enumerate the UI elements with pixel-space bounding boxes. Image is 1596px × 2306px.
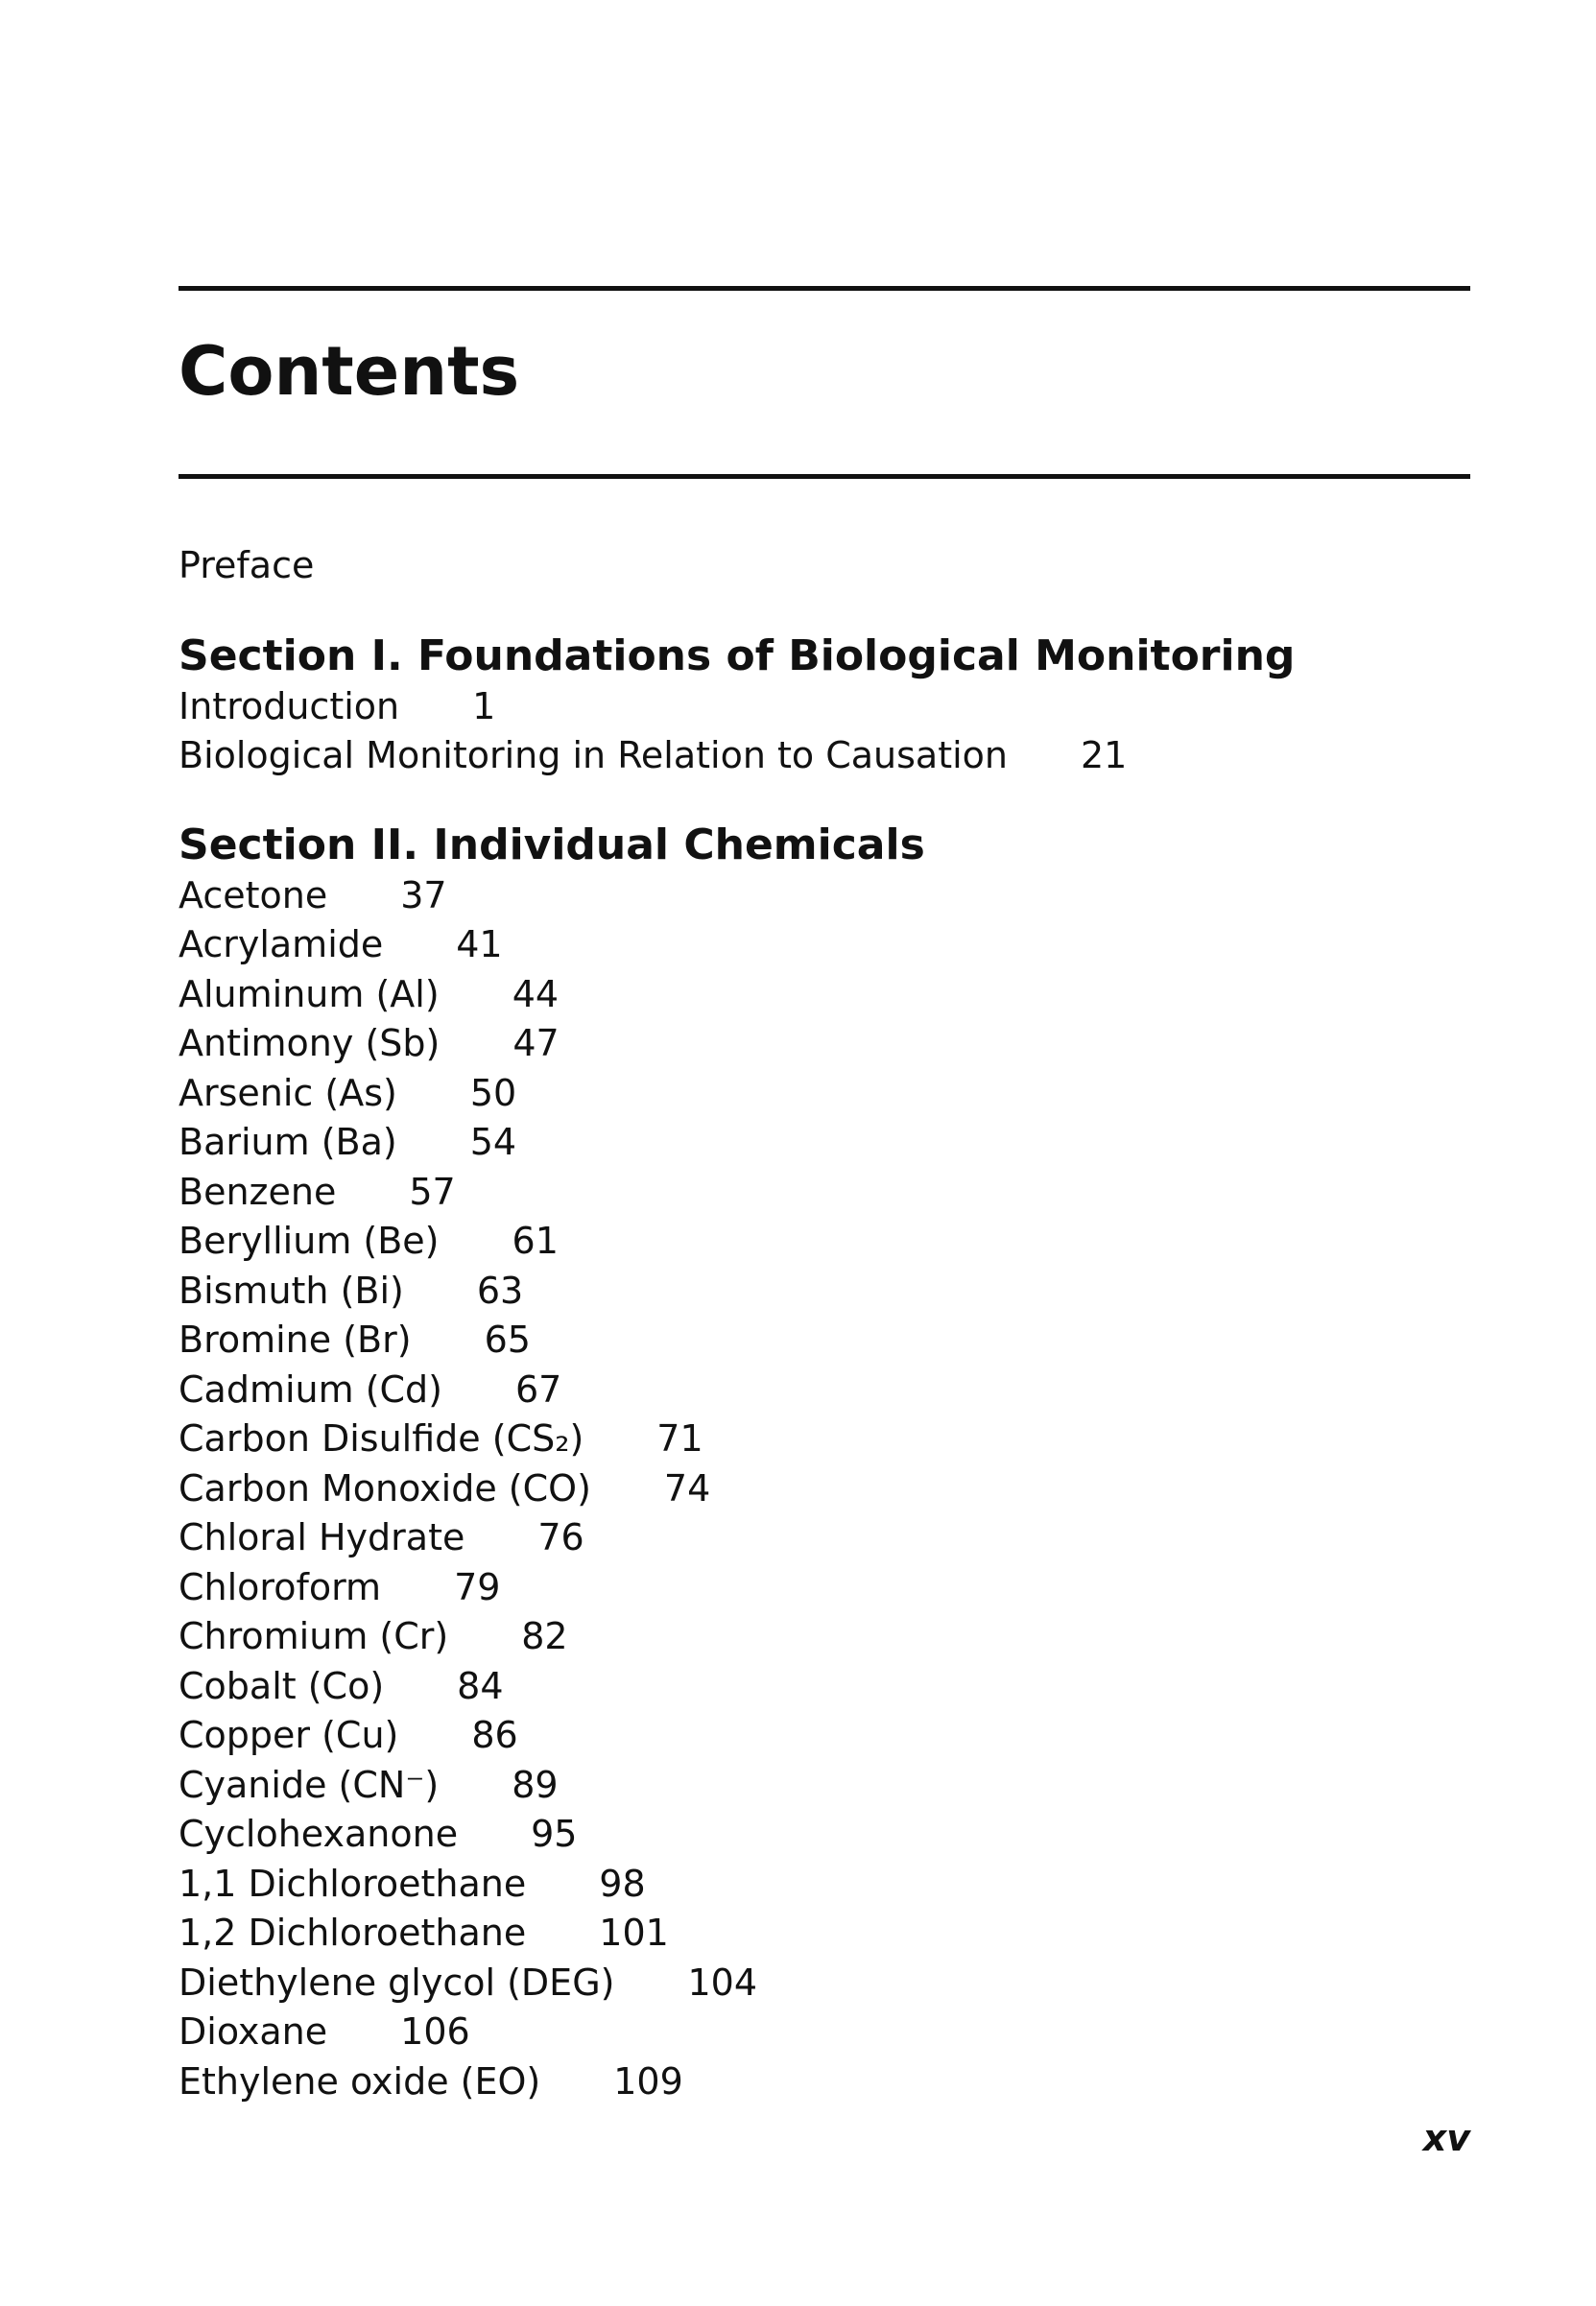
bottom-rule — [179, 474, 1470, 479]
toc-entry-label: Cadmium (Cd) — [179, 1367, 442, 1411]
page-number: xv — [1422, 2117, 1470, 2159]
toc-entry-label: Cyanide (CN⁻) — [179, 1763, 440, 1806]
toc-entry-label: Beryllium (Be) — [179, 1220, 440, 1262]
section-heading: Section II. Individual Chemicals — [179, 820, 925, 869]
toc-entry-page: 98 — [599, 1862, 646, 1905]
toc-entry[interactable] — [179, 1860, 1470, 1910]
toc-entry-page: 67 — [515, 1367, 562, 1411]
toc-entry-label: Chromium (Cr) — [179, 1615, 449, 1657]
toc-entry[interactable] — [179, 1069, 1470, 1119]
toc-entry[interactable] — [179, 1168, 1470, 1218]
toc-entry[interactable] — [179, 1909, 1470, 1959]
toc-entry-page: 79 — [454, 1565, 501, 1608]
toc-entry-label: Ethylene oxide (EO) — [179, 2059, 541, 2103]
toc-entry-page: 61 — [512, 1220, 559, 1262]
toc-entry[interactable] — [179, 1316, 1470, 1366]
toc-entry-page: 84 — [457, 1664, 504, 1707]
toc-entry[interactable] — [179, 1711, 1470, 1761]
toc-entry-label: 1,1 Dichloroethane — [179, 1862, 527, 1905]
toc-entry-label: Copper (Cu) — [179, 1714, 399, 1756]
toc-entry-label: Introduction — [179, 684, 400, 727]
toc-entry-page: 21 — [1080, 734, 1128, 776]
toc-entry-label: Cyclohexanone — [179, 1813, 459, 1855]
toc-entry[interactable] — [179, 1366, 1470, 1415]
toc-entry[interactable] — [179, 2008, 1470, 2057]
toc-entry-page: 104 — [687, 1961, 757, 2004]
toc-entry-label: Dioxane — [179, 2010, 328, 2053]
toc-entry-page: 76 — [537, 1516, 584, 1558]
toc-entry-page: 71 — [656, 1417, 703, 1460]
toc-entry-page: 89 — [512, 1763, 559, 1806]
toc-entry-preface[interactable] — [179, 541, 1470, 591]
toc-entry-page: 50 — [469, 1071, 517, 1114]
toc-entry-page: 44 — [512, 972, 560, 1015]
toc-entry[interactable] — [179, 731, 1470, 781]
toc-entry-label: Acrylamide — [179, 923, 384, 965]
toc-entry-label: Arsenic (As) — [179, 1071, 397, 1114]
toc-entry-page: 63 — [476, 1269, 524, 1312]
toc-entry-label: Acetone — [179, 873, 328, 916]
toc-entry-label: Antimony (Sb) — [179, 1022, 441, 1064]
toc-entry[interactable] — [179, 871, 1470, 921]
toc-entry[interactable] — [179, 1415, 1470, 1464]
toc-entry-label: Aluminum (Al) — [179, 972, 440, 1015]
toc-entry-label: Cobalt (Co) — [179, 1664, 385, 1707]
toc-entry[interactable] — [179, 1761, 1470, 1811]
toc-entry[interactable] — [179, 1563, 1470, 1613]
toc-entry[interactable] — [179, 1662, 1470, 1712]
toc-entry[interactable] — [179, 1118, 1470, 1168]
toc-entry-page: 106 — [400, 2010, 470, 2053]
toc-entry[interactable] — [179, 1513, 1470, 1563]
toc-entry-page: 41 — [456, 923, 503, 965]
toc-entry[interactable] — [179, 1217, 1470, 1267]
toc-entry-page: 57 — [409, 1170, 456, 1213]
toc-entry[interactable] — [179, 920, 1470, 970]
toc-entry-label: Barium (Ba) — [179, 1121, 397, 1163]
toc-entry-page: 65 — [484, 1319, 531, 1361]
page-title: Contents — [179, 332, 520, 411]
toc-entry[interactable] — [179, 1019, 1470, 1069]
toc-entry-page: 47 — [512, 1022, 560, 1064]
toc-entry-label: Biological Monitoring in Relation to Causation — [179, 734, 1008, 776]
section-entries — [179, 871, 1470, 2107]
toc-entry-label: Carbon Monoxide (CO) — [179, 1466, 591, 1510]
table-of-contents — [179, 541, 1470, 2106]
toc-entry[interactable] — [179, 1810, 1470, 1860]
toc-entry-label: Chloral Hydrate — [179, 1516, 465, 1558]
toc-entry-label: Bromine (Br) — [179, 1319, 412, 1361]
toc-entry-label: Preface — [179, 544, 315, 586]
top-rule — [179, 286, 1470, 291]
toc-entry-page: 95 — [531, 1813, 578, 1855]
toc-entry[interactable] — [179, 1612, 1470, 1662]
toc-entry[interactable] — [179, 1267, 1470, 1317]
toc-entry-page: 74 — [663, 1466, 711, 1510]
toc-entry[interactable] — [179, 1959, 1470, 2009]
toc-entry-page: 109 — [613, 2059, 683, 2103]
toc-entry-label: Benzene — [179, 1170, 337, 1213]
toc-entry-page: 54 — [469, 1121, 517, 1163]
toc-entry-page: 82 — [521, 1615, 568, 1657]
toc-entry-page: 37 — [400, 873, 447, 916]
toc-entry[interactable] — [179, 2057, 1470, 2107]
toc-entry-label: Carbon Disulfide (CS₂) — [179, 1417, 584, 1460]
section-entries — [179, 682, 1470, 781]
toc-entry-label: Bismuth (Bi) — [179, 1269, 404, 1312]
toc-entry-page: 1 — [472, 684, 496, 727]
toc-entry-page: 101 — [599, 1912, 669, 1954]
toc-entry-label: Chloroform — [179, 1565, 382, 1608]
toc-entry-page: 86 — [471, 1714, 518, 1756]
section-heading: Section I. Foundations of Biological Monitoring — [179, 630, 1296, 680]
toc-entry-label: Diethylene glycol (DEG) — [179, 1961, 615, 2004]
toc-entry-label: 1,2 Dichloroethane — [179, 1912, 527, 1954]
toc-entry[interactable] — [179, 1464, 1470, 1514]
toc-entry[interactable] — [179, 970, 1470, 1020]
toc-entry[interactable] — [179, 682, 1470, 732]
